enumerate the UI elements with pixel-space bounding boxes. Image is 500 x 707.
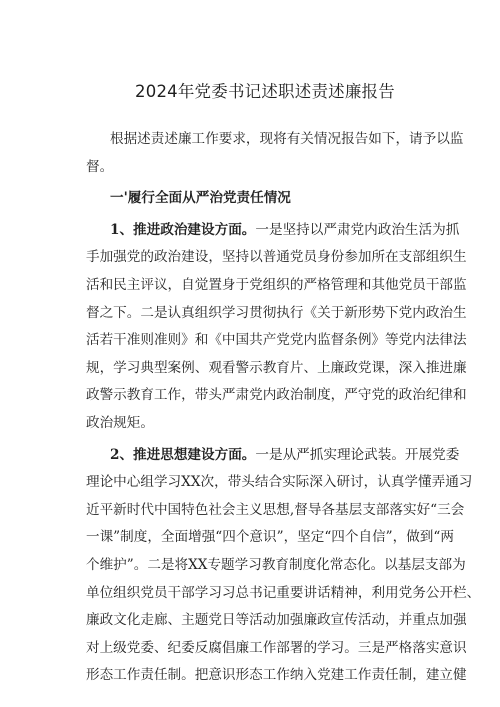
paragraph-line: 理论中心组学习XX次，带头结合实际深入研讨，认真学懂弄通习: [86, 474, 473, 491]
intro-line: 督。: [86, 158, 114, 175]
paragraph-line: 政警示教育工作，带头严肃党内政治制度，严守党的政治纪律和: [86, 387, 467, 404]
section-heading: 一'履行全面从严治党责任情况: [110, 190, 291, 207]
item-text: 一是从严抓实理论武装。开展党委: [255, 446, 460, 463]
paragraph-line: 督之下。二是认真组织学习贯彻执行《关于新形势下党内政治生: [86, 304, 467, 321]
paragraph-first-line: [86, 442, 460, 470]
paragraph-first-line: [86, 217, 460, 245]
paragraph-line: 形态工作责任制。把意识形态工作纳入党建工作责任制，建立健: [86, 667, 467, 684]
paragraph-line: 政治规矩。: [86, 414, 154, 431]
document-title: 2024年党委书记述职述责述廉报告: [135, 82, 395, 101]
paragraph-line: 单位组织党员干部学习习总书记重要讲话精神，利用党务公开栏、: [86, 584, 481, 601]
intro-line: 根据述责述廉工作要求，现将有关情况报告如下，请予以监: [110, 131, 464, 147]
paragraph-line: 规，学习典型案例、观看警示教育片、上廉政党课，深入推进廉: [86, 359, 467, 376]
item-lead: 1、推进政治建设方面。: [110, 221, 256, 238]
paragraph-line: 对上级党委、纪委反腐倡廉工作部署的学习。三是严格落实意识: [86, 639, 467, 656]
item-text: 一是坚持以严肃党内政治生活为抓: [255, 221, 460, 238]
paragraph-line: 个维护”。二是将XX专题学习教育制度化常态化。以基层支部为: [86, 556, 466, 573]
document-body: [86, 126, 481, 690]
paragraph-line: 一课”制度，全面增强“四个意识”，坚定“四个自信”，做到“两: [86, 529, 454, 546]
item-lead: 2、推进思想建设方面。: [110, 446, 256, 463]
paragraph-line: 廉政文化走廊、主题党日等活动加强廉政宣传活动，并重点加强: [86, 612, 467, 629]
paragraph-line: 近平新时代中国特色社会主义思想,督导各基层支部落实好“三会: [86, 501, 465, 518]
paragraph-line: 活和民主评议，自觉置身于党组织的严格管理和其他党员干部监: [86, 276, 467, 293]
paragraph-line: 手加强党的政治建设，坚持以普通党员身份参加所在支部组织生: [86, 249, 467, 266]
paragraph-line: 活若干准则准则》和《中国共产党党内监督条例》等党内法律法: [86, 332, 467, 349]
